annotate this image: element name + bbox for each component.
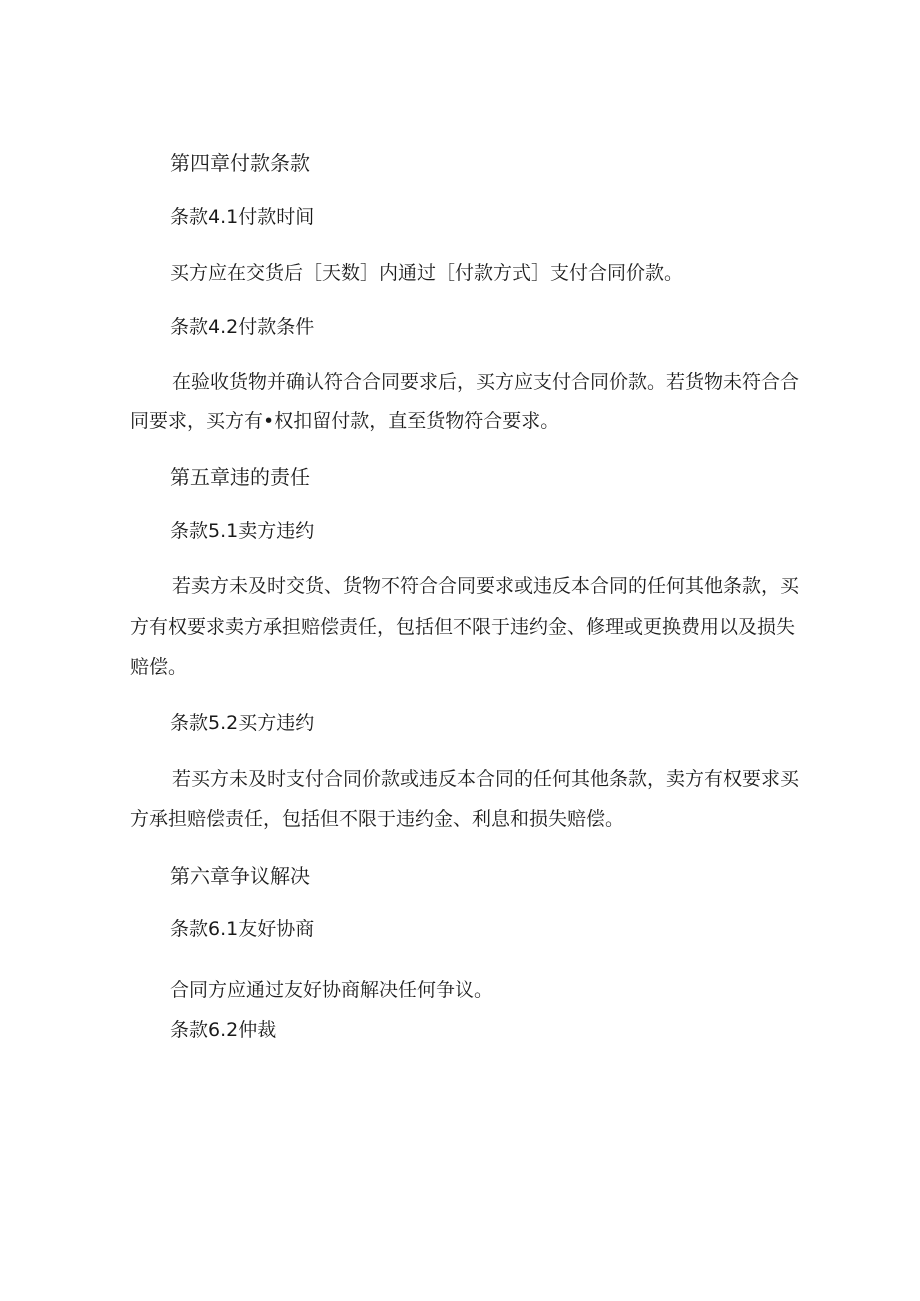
clause-5-1-text-line1: 若卖方未及时交货、货物不符合合同要求或违反本合同的任何其他条款，买 bbox=[172, 575, 800, 597]
clause-6-1-title: 条款6.1友好协商 bbox=[170, 918, 315, 940]
clause-4-1-text: 买方应在交货后［天数］内通过［付款方式］支付合同价款。 bbox=[170, 262, 684, 284]
chapter-5-title: 第五章违的责任 bbox=[170, 465, 310, 489]
clause-5-2-title: 条款5.2买方违约 bbox=[170, 712, 315, 734]
clause-4-2-text-line2: 同要求，买方有•权扣留付款，直至货物符合要求。 bbox=[130, 410, 560, 432]
clause-6-1-text: 合同方应通过友好协商解决任何争议。 bbox=[170, 979, 494, 1001]
clause-4-1-title: 条款4.1付款时间 bbox=[170, 206, 315, 228]
clause-6-2-title: 条款6.2仲裁 bbox=[170, 1019, 277, 1041]
clause-4-2-title: 条款4.2付款条件 bbox=[170, 316, 315, 338]
clause-5-2-text-line1: 若买方未及时支付合同价款或违反本合同的任何其他条款，卖方有权要求买 bbox=[172, 768, 800, 790]
clause-5-1-text-line2: 方有权要求卖方承担赔偿责任，包括但不限于违约金、修理或更换费用以及损失 bbox=[130, 616, 796, 638]
clause-5-2-text-line2: 方承担赔偿责任，包括但不限于违约金、利息和损失赔偿。 bbox=[130, 808, 625, 830]
clause-4-2-text-line1: 在验收货物并确认符合合同要求后，买方应支付合同价款。若货物未符合合 bbox=[172, 371, 800, 393]
chapter-6-title: 第六章争议解决 bbox=[170, 864, 310, 888]
clause-5-1-text-line3: 赔偿。 bbox=[130, 656, 188, 678]
clause-5-1-title: 条款5.1卖方违约 bbox=[170, 520, 315, 542]
chapter-4-title: 第四章付款条款 bbox=[170, 151, 310, 175]
